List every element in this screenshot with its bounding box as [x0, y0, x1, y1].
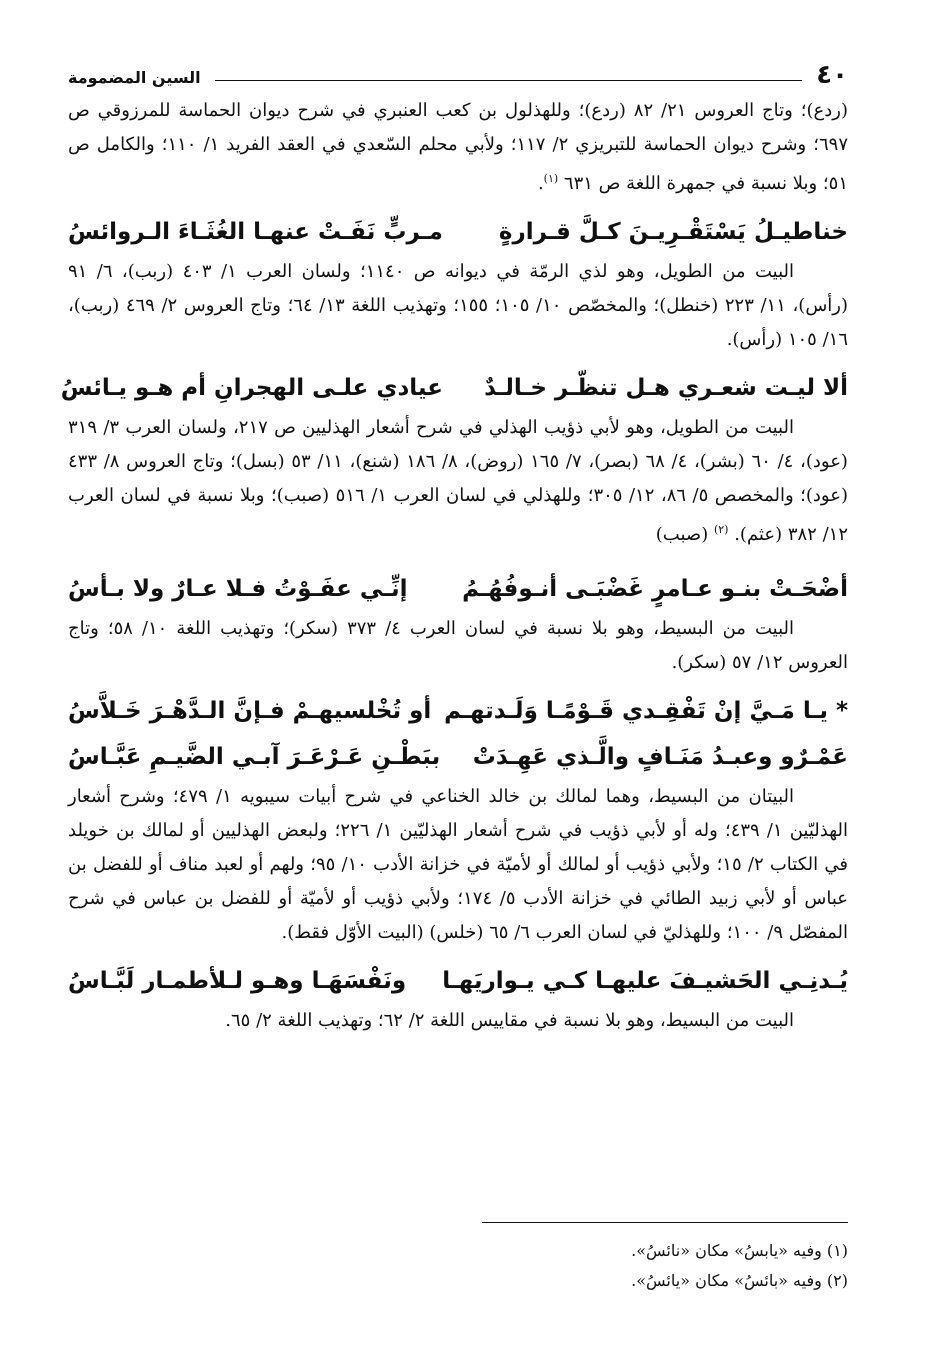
footnote-ref: (١)	[543, 172, 559, 185]
verse-first-hemistich: أضْحَـتْ بنـو عـامرٍ غَضْبَـى أنـوفُهُـمُ	[462, 576, 848, 602]
footnote: (١) وفيه «يابسُ» مكان «نائسُ».	[631, 1241, 848, 1260]
verse-second-hemistich: أو تُخْلسيهـمْ فـإنَّ الـدَّهْـرَ خَـلاَّسُ	[68, 698, 432, 724]
paragraph: البيت من البسيط، وهو بلا نسبة في مقاييس اللغة ٢/ ٦٢؛ وتهذيب اللغة ٢/ ٦٥.	[225, 1010, 794, 1031]
verse-first-hemistich: * يـا مَـيَّ إنْ تَفْقِـدي قَـوْمًـا وَلَـدتهـم	[444, 698, 848, 724]
verse-second-hemistich: ونَفْسَهَـا وهـو لـلأطمـار لَبَّـاسُ	[68, 968, 407, 994]
footnote-ref-context: (صبب)	[655, 524, 709, 545]
paragraph: (ردع)؛ وتاج العروس ٢١/ ٨٢ (ردع)؛ وللهذلول بن كعب العنبري في شرح ديوان الحماسة للمرزوقي ص ٦٩٧؛ وشرح ديوان الحماسة للتبريزي ٢/ ١١٧؛ ولأبي محلم السّعدي في العقد الفريد ١/ ١١٠؛ والكامل ص ٥١؛ وبلا نسبة في جمهرة اللغة ص ٦٣١ $^{(١)}$.	[68, 100, 848, 194]
paragraph: البيت من الطويل، وهو لذي الرمّة في ديوانه ص ١١٤٠؛ ولسان العرب ١/ ٤٠٣ (ربب)، ٦/ ٩١ (رأس)، ١١/ ٢٢٣ (خنطل)؛ والمخصّص ١٠/ ١٠٥؛ ١٥٥؛ وتهذيب اللغة ١٣/ ٦٤؛ وتاج العروس ٢/ ٤٦٩ (ربب)، ١٦/ ١٠٥ (رأس).	[68, 261, 849, 350]
page	[60, 52, 849, 1038]
verse-first-hemistich: خناطيـلُ يَسْتَقْـرِيـنَ كـلَّ قـرارةٍ	[498, 219, 848, 245]
page-number: ٤٠	[816, 60, 848, 90]
verse-first-hemistich: عَمْـرٌو وعبـدُ مَنَـافٍ والَّـذي عَهِـدَتْ	[472, 744, 848, 770]
verse-line	[68, 688, 848, 734]
verse-line	[68, 734, 848, 780]
header-rule	[215, 80, 803, 81]
paragraph: البيت من البسيط، وهو بلا نسبة في لسان العرب ٤/ ٣٧٣ (سكر)؛ وتهذيب اللغة ١٠/ ٥٨؛ وتاج العروس ١٢/ ٥٧ (سكر).	[68, 618, 848, 673]
footnotes	[68, 1236, 848, 1296]
verse-first-hemistich: ألا ليـت شعـري هـل تنظّـر خـالـدٌ	[484, 375, 848, 401]
verse-second-hemistich: عيادي علـى الهجرانِ أم هـو يـائسُ	[60, 375, 443, 401]
verse-second-hemistich: إنِّـي عفَـوْتُ فـلا عـارٌ ولا بـأسُ	[68, 576, 408, 602]
paragraph: البيت من الطويل، وهو لأبي ذؤيب الهذلي في شرح أشعار الهذليين ص ٢١٧، ولسان العرب ٣/ ٣١٩ (عود)، ٤/ ٦٠ (بشر)، ٤/ ٦٨ (بصر)، ٧/ ١٦٥ (روض)، ٨/ ١٨٦ (شنع)، ١١/ ٥٣ (بسل)؛ وتاج العروس ٨/ ٤٣٣ (عود)؛ والمخصص ٥/ ٨٦، ١٢/ ٣٠٥؛ وللهذلي في لسان العرب ١/ ٥١٦ (صبب)؛ وبلا نسبة في لسان العرب ١٢/ ٣٨٢ (عثم). $^{(٢)}$ (صبب)	[68, 417, 848, 545]
verse-second-hemistich: مـربٍّ نَفَـتْ عنهـا الغُثَـاءَ الـروائسُ	[68, 219, 443, 245]
chapter-title: السين المضمومة	[68, 68, 201, 87]
verse-first-hemistich: يُـدنِـي الحَشيـفَ عليهـا كـي يـواريَهـا	[442, 968, 848, 994]
verse-line	[68, 566, 848, 612]
verse-second-hemistich: ببَطْـنِ عَـرْعَـرَ آبـي الضَّيـمِ عَبَّـاسُ	[68, 744, 441, 770]
paragraph: البيتان من البسيط، وهما لمالك بن خالد الخناعي في شرح أبيات سيبويه ١/ ٤٧٩؛ وشرح أشعار الهذليّين ١/ ٤٣٩؛ وله أو لأبي ذؤيب في شرح أشعار الهذليّين ١/ ٢٢٦؛ ولبعض الهذليين أو لمالك بن خويلد في الكتاب ٢/ ١٥؛ ولأبي ذؤيب أو لمالك أو لأميّة في خزانة الأدب ١٠/ ٩٥؛ ولهم أو لعبد مناف أو للفضل بن عباس أو لأبي زبيد الطائي في خزانة الأدب ٥/ ١٧٤؛ ولأبي ذؤيب أو لأميّة أو للفضل بن عباس في شرح المفصّل ٩/ ١٠٠؛ وللهذليّ في لسان العرب ٦/ ٦٥ (خلس) (البيت الأوّل فقط).	[68, 786, 848, 943]
verse-line	[68, 958, 848, 1004]
footnote: (٢) وفيه «بائسُ» مكان «يائسُ».	[631, 1271, 848, 1290]
verse-line	[68, 209, 848, 255]
verse-line	[60, 365, 848, 411]
footnote-ref: (٢)	[713, 523, 729, 536]
page-header	[68, 52, 848, 88]
footnote-separator	[482, 1222, 848, 1223]
